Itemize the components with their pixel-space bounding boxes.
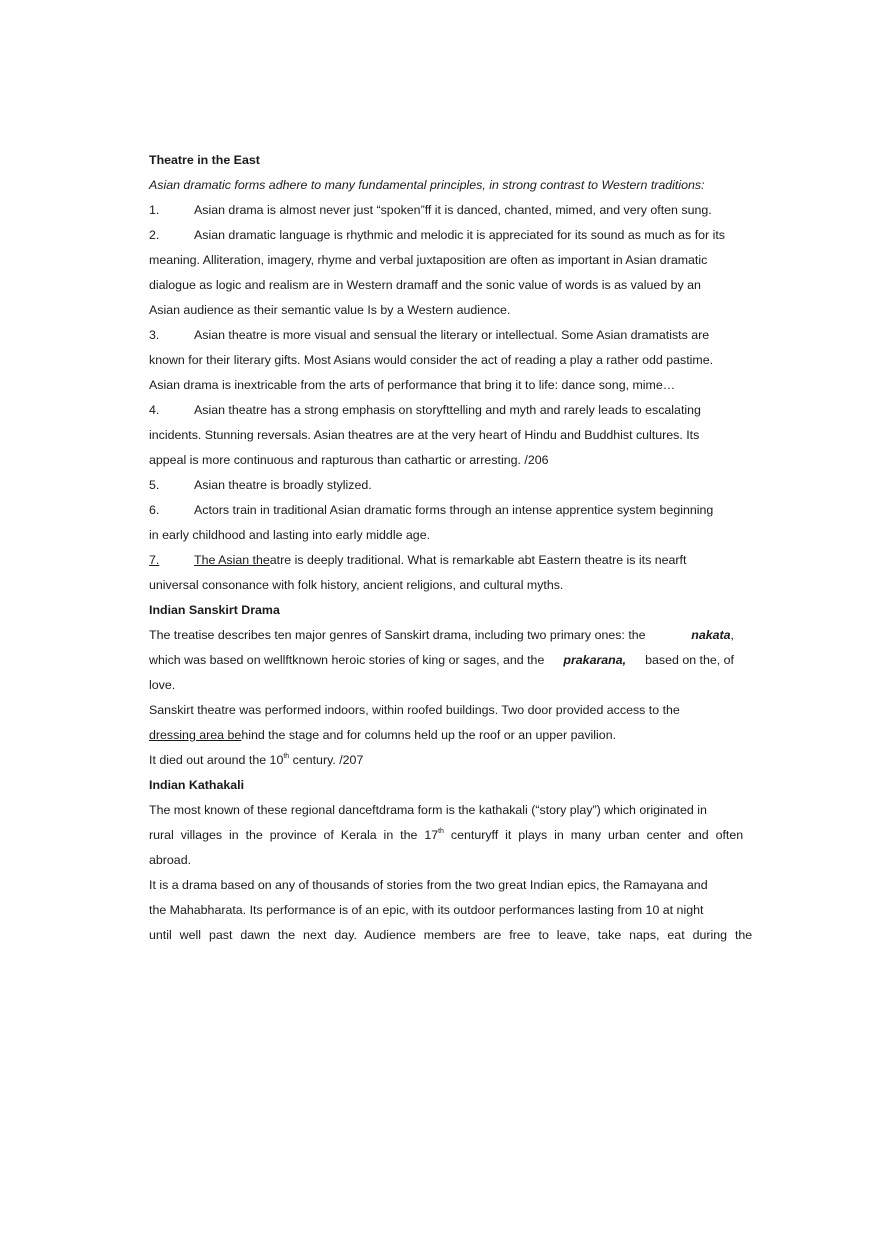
principle-4-line-3	[149, 448, 734, 473]
principle-3-line-1	[149, 323, 734, 348]
principle-2-line-2	[149, 248, 734, 273]
document-page	[149, 148, 753, 948]
kathakali-p2-line1: It is a drama based on any of thousands of stories from the two great Indian epics, the Ramayana and	[149, 878, 708, 892]
principle-text: known for their literary gifts. Most Asians would consider the act of reading a play a rather odd pastime.	[149, 353, 714, 367]
principle-text: Asian drama is inextricable from the arts of performance that bring it to life: dance song, mime…	[149, 378, 676, 392]
kathakali-p2-line2: the Mahabharata. Its performance is of an epic, with its outdoor performances lasting from 10 at night	[149, 903, 704, 917]
sanskrit-p1-b: which was based on wellftknown heroic stories of king or sages, and the	[149, 653, 545, 667]
sanskrit-p1-line1	[149, 623, 734, 648]
kathakali-p1-line1: The most known of these regional danceftdrama form is the kathakali (“story play”) which originated in	[149, 803, 707, 817]
principle-text: Asian audience as their semantic value Is by a Western audience.	[149, 303, 511, 317]
principle-text: Asian dramatic language is rhythmic and melodic it is appreciated for its sound as much as for its	[194, 228, 725, 242]
principle-number: 6.	[149, 503, 160, 517]
principle-2-line-1	[149, 223, 734, 248]
principle-text: Asian theatre is broadly stylized.	[194, 478, 372, 492]
principle-text: Actors train in traditional Asian dramatic forms through an intense apprentice system beginning	[194, 503, 714, 517]
principle-6-line-2	[149, 523, 734, 548]
kathakali-p1-line3: abroad.	[149, 853, 192, 867]
document-title: Theatre in the East	[149, 153, 260, 167]
principle-number: 5.	[149, 478, 160, 492]
principle-4-line-1	[149, 398, 734, 423]
principle-text: dialogue as logic and realism are in Western dramaff and the sonic value of words is as valued by an	[149, 278, 701, 292]
prakarana-term: prakarana,	[563, 653, 627, 667]
principle-text: meaning. Alliteration, imagery, rhyme and verbal juxtaposition are often as important in Asian dramatic	[149, 253, 708, 267]
sanskrit-p2-line1: Sanskirt theatre was performed indoors, within roofed buildings. Two door provided access to the	[149, 703, 680, 717]
principle-5-line-1	[149, 473, 734, 498]
sanskrit-p2-line2: dressing area behind the stage and for columns held up the roof or an upper pavilion.	[149, 728, 617, 742]
principles-list	[149, 198, 734, 598]
principle-7-line-1	[149, 548, 734, 573]
principle-underlined-text: The Asian the	[194, 553, 270, 567]
principle-1-line-1	[149, 198, 734, 223]
nakata-term: nakata,	[691, 628, 734, 642]
sanskrit-p1-a: The treatise describes ten major genres of Sanskirt drama, including two primary ones: the	[149, 628, 646, 642]
kathakali-p2-line3: until well past dawn the next day. Audience members are free to leave, take naps, eat during the	[149, 928, 753, 942]
principle-number: 7.	[149, 553, 160, 567]
sanskrit-p1-c: based on the, of	[645, 653, 734, 667]
principle-2-line-3	[149, 273, 734, 298]
principle-3-line-3	[149, 373, 734, 398]
kathakali-p1-line2: rural villages in the province of Kerala in the 17th centuryff it plays in many urban center and often	[149, 828, 744, 842]
principle-text: incidents. Stunning reversals. Asian theatres are at the very heart of Hindu and Buddhist cultures. Its	[149, 428, 700, 442]
sanskrit-heading: Indian Sanskirt Drama	[149, 603, 280, 617]
principle-6-line-1	[149, 498, 734, 523]
principle-text: Asian drama is almost never just “spoken”ff it is danced, chanted, mimed, and very often sung.	[194, 203, 712, 217]
principle-text: Asian theatre has a strong emphasis on storyfttelling and myth and rarely leads to escalating	[194, 403, 701, 417]
principle-number: 3.	[149, 328, 160, 342]
principle-number: 1.	[149, 203, 160, 217]
sanskrit-p3: It died out around the 10th century. /207	[149, 753, 364, 767]
sanskrit-p1-d: love.	[149, 678, 176, 692]
intro-text: Asian dramatic forms adhere to many fundamental principles, in strong contrast to Western traditions:	[149, 178, 705, 192]
principle-text: universal consonance with folk history, ancient religions, and cultural myths.	[149, 578, 564, 592]
principle-7-line-2	[149, 573, 734, 598]
sanskrit-p1-line2	[149, 648, 734, 673]
principle-text: in early childhood and lasting into early middle age.	[149, 528, 431, 542]
kathakali-heading: Indian Kathakali	[149, 778, 245, 792]
principle-2-line-4	[149, 298, 734, 323]
principle-text: appeal is more continuous and rapturous than cathartic or arresting. /206	[149, 453, 549, 467]
principle-text: atre is deeply traditional. What is remarkable abt Eastern theatre is its nearft	[269, 553, 687, 567]
principle-number: 4.	[149, 403, 160, 417]
principle-3-line-2	[149, 348, 734, 373]
principle-text: Asian theatre is more visual and sensual the literary or intellectual. Some Asian dramatists are	[194, 328, 710, 342]
principle-number: 2.	[149, 228, 160, 242]
principle-4-line-2	[149, 423, 734, 448]
